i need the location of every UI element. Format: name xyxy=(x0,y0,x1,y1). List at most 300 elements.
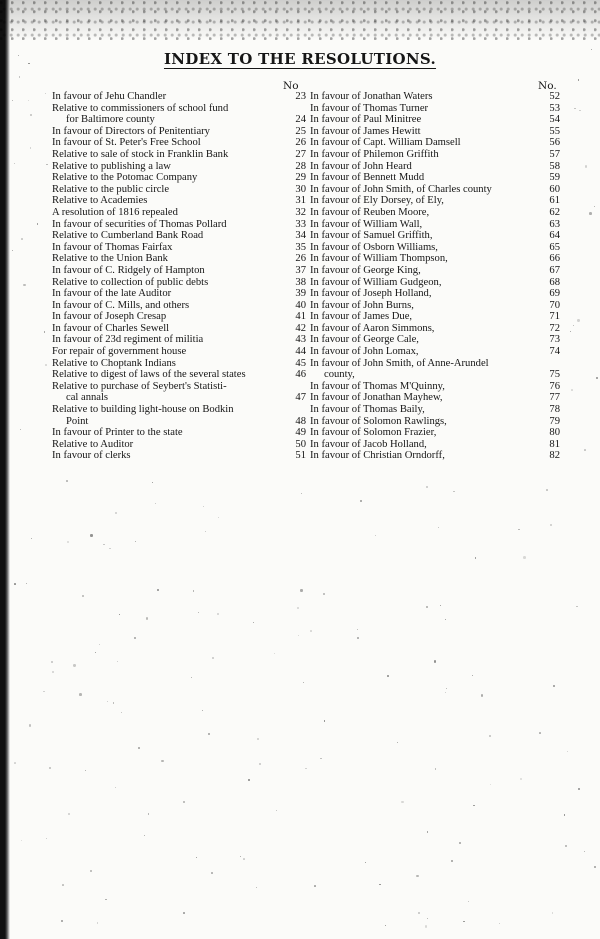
scan-speck xyxy=(218,517,219,518)
scan-speck xyxy=(523,556,526,559)
index-entry-text: In favour of Solomon Rawlings, xyxy=(310,415,447,427)
index-entry-text: For repair of government house xyxy=(52,346,187,358)
scan-speck xyxy=(490,784,491,785)
scan-speck xyxy=(446,688,447,689)
scan-speck xyxy=(198,612,199,613)
index-entry-text: county, xyxy=(324,369,355,381)
scan-speck xyxy=(276,810,277,811)
scan-speck xyxy=(157,589,159,591)
index-entry-number: 39 xyxy=(295,288,306,300)
index-entry-text: Point xyxy=(66,415,89,427)
scan-speck xyxy=(73,664,75,666)
index-entry xyxy=(310,277,560,289)
scan-speck xyxy=(46,838,47,839)
scan-speck xyxy=(573,325,574,326)
index-entry xyxy=(310,450,560,462)
index-entry xyxy=(52,161,306,173)
index-entry-number: 49 xyxy=(295,427,306,439)
index-entry xyxy=(310,207,560,219)
index-entry-text: Relative to purchase of Seybert's Statisti- xyxy=(52,380,227,392)
scan-speck xyxy=(451,860,453,862)
scan-speck xyxy=(357,637,359,639)
scan-speck xyxy=(594,866,596,868)
scan-speck xyxy=(19,76,20,77)
index-entry-number: 60 xyxy=(549,183,560,195)
index-entry-number: 53 xyxy=(549,102,560,114)
scan-speck xyxy=(37,223,39,225)
scan-speck xyxy=(375,535,376,536)
scan-speck xyxy=(426,486,428,488)
scan-speck xyxy=(259,763,261,765)
scan-speck xyxy=(90,534,92,536)
scan-speck xyxy=(594,206,595,207)
index-entry xyxy=(310,439,560,451)
scan-speck xyxy=(577,319,579,321)
scan-speck xyxy=(191,677,192,678)
scan-speck xyxy=(217,613,219,615)
scan-speck xyxy=(305,768,307,770)
index-entry-number: 25 xyxy=(295,125,306,137)
index-entry xyxy=(310,416,560,428)
scan-speck xyxy=(202,710,203,711)
index-entry-number: 57 xyxy=(549,148,560,160)
index-entry xyxy=(52,323,306,335)
scan-speck xyxy=(45,364,46,365)
index-entry xyxy=(310,230,560,242)
scan-speck xyxy=(82,595,84,597)
index-entry xyxy=(310,161,560,173)
index-entry-number: 59 xyxy=(549,172,560,184)
index-entry-number: 80 xyxy=(549,427,560,439)
index-entry-number: 30 xyxy=(295,183,306,195)
index-entry-number: 29 xyxy=(295,172,306,184)
scan-speck xyxy=(211,872,213,874)
index-entry-text: In favour of Joseph Holland, xyxy=(310,288,432,300)
scan-speck xyxy=(552,912,553,913)
scan-speck xyxy=(303,682,304,683)
index-entry xyxy=(310,334,560,346)
index-entry xyxy=(52,404,306,416)
index-entry-text: In favour of Paul Minitree xyxy=(310,114,422,126)
index-entry-text: In favour of C. Ridgely of Hampton xyxy=(52,264,205,276)
scan-speck xyxy=(567,751,568,752)
scan-speck xyxy=(473,805,474,806)
index-entry xyxy=(310,358,560,370)
scan-speck xyxy=(274,653,275,654)
index-entry xyxy=(52,450,306,462)
scan-speck xyxy=(320,758,322,760)
index-entry xyxy=(52,114,306,126)
index-entry-text: Relative to Auditor xyxy=(52,438,134,450)
index-entry-number: 82 xyxy=(549,450,560,462)
index-entry xyxy=(310,253,560,265)
scan-speck xyxy=(115,787,116,788)
index-entry xyxy=(52,242,306,254)
index-entry-text: In favour of John Heard xyxy=(310,160,412,172)
index-entry-number: 62 xyxy=(549,206,560,218)
index-entry xyxy=(52,439,306,451)
scan-speck xyxy=(109,548,110,549)
scan-speck xyxy=(314,885,316,887)
index-entry-text: In favour of Ely Dorsey, of Ely, xyxy=(310,195,444,207)
scan-speck xyxy=(21,238,23,240)
index-entry xyxy=(52,416,306,428)
scan-speck xyxy=(28,100,30,102)
index-entry-text: In favour of Jehu Chandler xyxy=(52,91,167,102)
index-entry xyxy=(310,323,560,335)
index-entry xyxy=(52,346,306,358)
index-entry-text: In favour of clerks xyxy=(52,450,131,462)
scan-speck xyxy=(360,500,362,502)
scan-speck xyxy=(26,583,27,584)
index-entry-text: In favour of Thomas Baily, xyxy=(310,404,425,416)
scan-speck xyxy=(161,760,163,762)
index-entry-number: 79 xyxy=(549,415,560,427)
scan-speck xyxy=(148,813,149,814)
scan-speck xyxy=(425,925,427,927)
scan-speck xyxy=(468,901,469,902)
index-entry xyxy=(310,195,560,207)
scan-speck xyxy=(61,920,63,922)
scan-speck xyxy=(571,389,573,391)
index-entry xyxy=(52,253,306,265)
scan-speck xyxy=(379,884,380,885)
index-entry xyxy=(52,369,306,381)
scan-speck xyxy=(300,589,302,591)
index-entry-text: In favour of George King, xyxy=(310,264,421,276)
index-entry xyxy=(310,149,560,161)
scan-speck xyxy=(115,512,117,514)
scan-speck xyxy=(85,770,86,771)
index-entry-number: 28 xyxy=(295,160,306,172)
index-entry-number: 78 xyxy=(549,404,560,416)
scan-speck xyxy=(256,887,257,888)
scan-speck xyxy=(416,875,418,877)
index-entry xyxy=(310,91,560,103)
scan-speck xyxy=(138,747,140,749)
scan-speck xyxy=(385,925,386,926)
index-entry xyxy=(310,300,560,312)
index-entry-text: Relative to digest of laws of the several states xyxy=(52,369,246,381)
scan-speck xyxy=(481,694,483,696)
index-entry-number: 51 xyxy=(295,450,306,462)
scan-speck xyxy=(144,835,146,837)
index-entry-text: In favour of the late Auditor xyxy=(52,288,172,300)
scan-speck xyxy=(240,856,241,857)
index-entry xyxy=(310,137,560,149)
scan-speck xyxy=(499,923,500,924)
index-entry-text: In favour of William Wall, xyxy=(310,218,423,230)
scan-speck xyxy=(99,644,100,645)
index-entry xyxy=(52,300,306,312)
index-entry-text: Relative to sale of stock in Franklin Bank xyxy=(52,148,229,160)
right-index-column xyxy=(310,91,560,462)
scan-speck xyxy=(553,685,555,687)
scan-speck xyxy=(121,712,122,713)
index-entry xyxy=(52,288,306,300)
scan-speck xyxy=(257,738,259,740)
scan-speck xyxy=(105,899,106,900)
index-entry-number: 34 xyxy=(295,230,306,242)
index-entry-number: 26 xyxy=(295,137,306,149)
left-number-header: No xyxy=(283,80,299,92)
index-entry-text: In favour of Capt. William Damsell xyxy=(310,137,461,149)
scan-speck xyxy=(489,735,491,737)
index-entry-text: In favour of Charles Sewell xyxy=(52,322,170,334)
index-entry-number: 23 xyxy=(295,91,306,102)
index-entry xyxy=(52,311,306,323)
index-entry xyxy=(52,137,306,149)
index-entry xyxy=(310,219,560,231)
scan-speck xyxy=(357,629,358,630)
index-entry xyxy=(310,242,560,254)
index-entry-text: In favour of Directors of Penitentiary xyxy=(52,125,210,137)
index-entry-number: 32 xyxy=(295,206,306,218)
scan-speck xyxy=(212,657,214,659)
index-entry-text: In favour of Bennett Mudd xyxy=(310,172,425,184)
scan-speck xyxy=(248,779,249,780)
index-entry-text: In favour of John Lomax, xyxy=(310,346,419,358)
scan-speck xyxy=(193,590,195,592)
index-entry xyxy=(52,427,306,439)
scan-speck xyxy=(31,538,33,540)
scan-speck xyxy=(14,762,16,764)
index-entry-number: 61 xyxy=(549,195,560,207)
scan-speck xyxy=(146,617,148,619)
index-entry-text: Relative to the Potomac Company xyxy=(52,172,198,184)
scan-speck xyxy=(310,630,312,632)
index-entry-number: 72 xyxy=(549,322,560,334)
scan-speck xyxy=(21,840,22,841)
index-entry-number: 68 xyxy=(549,276,560,288)
scan-speck xyxy=(183,912,185,914)
scan-speck xyxy=(203,506,204,507)
index-entry-number: 73 xyxy=(549,334,560,346)
scan-speck xyxy=(117,661,118,662)
index-entry-number: 35 xyxy=(295,241,306,253)
index-entry xyxy=(310,172,560,184)
scan-speck xyxy=(66,480,68,482)
index-entry-number: 74 xyxy=(549,346,560,358)
index-entry xyxy=(52,91,306,103)
scan-speck xyxy=(51,661,53,663)
scan-speck xyxy=(23,284,25,286)
scan-speck xyxy=(440,605,441,606)
index-entry-number: 54 xyxy=(549,114,560,126)
index-entry-text: Relative to the public circle xyxy=(52,183,170,195)
index-entry-text: In favour of securities of Thomas Pollard xyxy=(52,218,227,230)
index-entry xyxy=(310,114,560,126)
scan-speck xyxy=(387,675,389,677)
index-entry-text: In favour of Jacob Holland, xyxy=(310,438,427,450)
scan-speck xyxy=(20,429,21,430)
index-entry-text: In favour of Thomas Turner xyxy=(310,102,429,114)
index-entry-text: In favour of Samuel Griffith, xyxy=(310,230,433,242)
scan-speck xyxy=(426,606,428,608)
scan-speck xyxy=(574,108,575,109)
index-entry xyxy=(310,265,560,277)
scan-speck xyxy=(45,93,46,94)
index-entry-number: 24 xyxy=(295,114,306,126)
index-entry-text: In favour of C. Mills, and others xyxy=(52,299,190,311)
index-entry-text: Relative to collection of public debts xyxy=(52,276,209,288)
scan-speck xyxy=(152,482,154,484)
index-entry-text: In favour of James Hewitt xyxy=(310,125,421,137)
index-entry-number: 44 xyxy=(295,346,306,358)
index-entry-text: cal annals xyxy=(66,392,109,404)
scan-speck xyxy=(205,531,206,532)
left-index-column xyxy=(52,91,306,462)
scan-speck xyxy=(578,788,580,790)
index-entry-number: 55 xyxy=(549,125,560,137)
scan-speck xyxy=(576,606,578,608)
scan-speck xyxy=(584,851,585,852)
page-binding-edge xyxy=(0,0,10,939)
index-entry-text: Relative to building light-house on Bodkin xyxy=(52,404,234,416)
index-entry-number: 64 xyxy=(549,230,560,242)
scan-speck xyxy=(472,675,473,676)
index-entry-text: In favour of James Due, xyxy=(310,311,413,323)
scan-speck xyxy=(107,701,108,702)
scan-speck xyxy=(518,529,520,531)
scan-speck xyxy=(427,918,428,919)
index-entry xyxy=(52,195,306,207)
index-entry xyxy=(310,392,560,404)
index-entry xyxy=(310,346,560,358)
index-entry-number: 52 xyxy=(549,91,560,102)
scan-speck xyxy=(183,801,185,803)
scan-speck xyxy=(135,541,136,542)
index-entry xyxy=(52,265,306,277)
index-entry-text: In favour of Aaron Simmons, xyxy=(310,322,435,334)
scan-speck xyxy=(564,814,566,816)
scan-speck xyxy=(578,79,579,80)
scan-speck xyxy=(596,377,598,379)
index-entry xyxy=(52,126,306,138)
scan-speck xyxy=(539,732,541,734)
scan-speck xyxy=(453,491,454,492)
index-entry xyxy=(52,277,306,289)
scan-speck xyxy=(570,331,571,332)
index-entry-text: In favour of George Cale, xyxy=(310,334,419,346)
index-entry-text: In favour of Joseph Cresap xyxy=(52,311,167,323)
scan-speck xyxy=(12,250,13,251)
scan-speck xyxy=(119,614,120,615)
scan-speck xyxy=(113,702,115,704)
index-entry-text: Relative to Academies xyxy=(52,195,148,207)
index-entry-number: 76 xyxy=(549,380,560,392)
index-entry-number: 48 xyxy=(295,415,306,427)
index-entry-number: 40 xyxy=(295,299,306,311)
scan-speck xyxy=(30,147,32,149)
scan-speck xyxy=(438,527,439,528)
index-entry xyxy=(52,358,306,370)
index-entry-number: 69 xyxy=(549,288,560,300)
index-entry xyxy=(52,230,306,242)
index-entry xyxy=(310,369,560,381)
index-entry xyxy=(310,404,560,416)
scan-speck xyxy=(301,493,302,494)
index-entry xyxy=(310,311,560,323)
index-entry-text: A resolution of 1816 repealed xyxy=(52,206,178,218)
right-number-header: No. xyxy=(538,80,557,92)
scan-speck xyxy=(253,622,254,623)
index-entry xyxy=(52,334,306,346)
index-entry-text: Relative to publishing a law xyxy=(52,160,171,172)
scan-speck xyxy=(401,801,403,803)
index-entry xyxy=(52,184,306,196)
scan-speck xyxy=(579,110,581,112)
index-entry xyxy=(52,392,306,404)
scan-speck xyxy=(475,557,476,558)
index-entry-number: 66 xyxy=(549,253,560,265)
index-entry-text: In favour of William Gudgeon, xyxy=(310,276,442,288)
index-entry-text: In favour of Solomon Frazier, xyxy=(310,427,437,439)
scan-speck xyxy=(589,212,592,215)
scan-speck xyxy=(46,164,48,166)
scan-speck xyxy=(196,857,197,858)
scan-speck xyxy=(95,652,96,653)
index-entry-text: In favour of St. Peter's Free School xyxy=(52,137,201,149)
index-entry xyxy=(310,126,560,138)
index-entry-number: 56 xyxy=(549,137,560,149)
scan-speck xyxy=(155,503,156,504)
index-entry-number: 47 xyxy=(295,392,306,404)
index-entry-text: In favour of Osborn Williams, xyxy=(310,241,438,253)
scan-speck xyxy=(565,845,566,846)
index-entry-text: Relative to Choptank Indians xyxy=(52,357,176,369)
index-entry xyxy=(310,184,560,196)
index-entry-number: 31 xyxy=(295,195,306,207)
index-entry-text: In favour of Christian Orndorff, xyxy=(310,450,445,462)
index-entry-text: In favour of Jonathan Mayhew, xyxy=(310,392,443,404)
scan-speck xyxy=(298,635,299,636)
index-entry-text: In favour of William Thompson, xyxy=(310,253,448,265)
index-entry-number: 38 xyxy=(295,276,306,288)
index-entry-text: In favour of Thomas M'Quinny, xyxy=(310,380,445,392)
index-entry-number: 77 xyxy=(549,392,560,404)
scan-speck xyxy=(324,720,326,722)
index-entry-text: Relative to Cumberland Bank Road xyxy=(52,230,204,242)
scan-speck xyxy=(52,671,54,673)
scan-speck xyxy=(30,114,32,116)
scan-speck xyxy=(459,842,461,844)
index-entry-number: 63 xyxy=(549,218,560,230)
index-entry xyxy=(310,427,560,439)
index-entry-number: 58 xyxy=(549,160,560,172)
index-entry-number: 33 xyxy=(295,218,306,230)
scan-speck xyxy=(134,637,136,639)
scan-speck xyxy=(12,100,13,101)
index-entry-number: 26 xyxy=(295,253,306,265)
index-entry-text: for Baltimore county xyxy=(66,114,155,126)
top-scan-noise xyxy=(0,0,600,40)
scan-speck xyxy=(49,767,51,769)
index-entry-text: In favour of Thomas Fairfax xyxy=(52,241,173,253)
index-entry xyxy=(52,219,306,231)
scan-speck xyxy=(546,489,548,491)
scan-speck xyxy=(14,163,15,164)
index-entry-text: In favour of John Smith, of Anne-Arundel xyxy=(310,357,489,369)
index-entry-number: 46 xyxy=(295,369,306,381)
index-entry xyxy=(310,288,560,300)
index-entry-number: 70 xyxy=(549,299,560,311)
scan-speck xyxy=(584,449,586,451)
index-entry-number: 50 xyxy=(295,438,306,450)
scan-speck xyxy=(323,593,325,595)
scan-speck xyxy=(103,544,104,545)
index-entry-text: In favour of Philemon Griffith xyxy=(310,148,439,160)
